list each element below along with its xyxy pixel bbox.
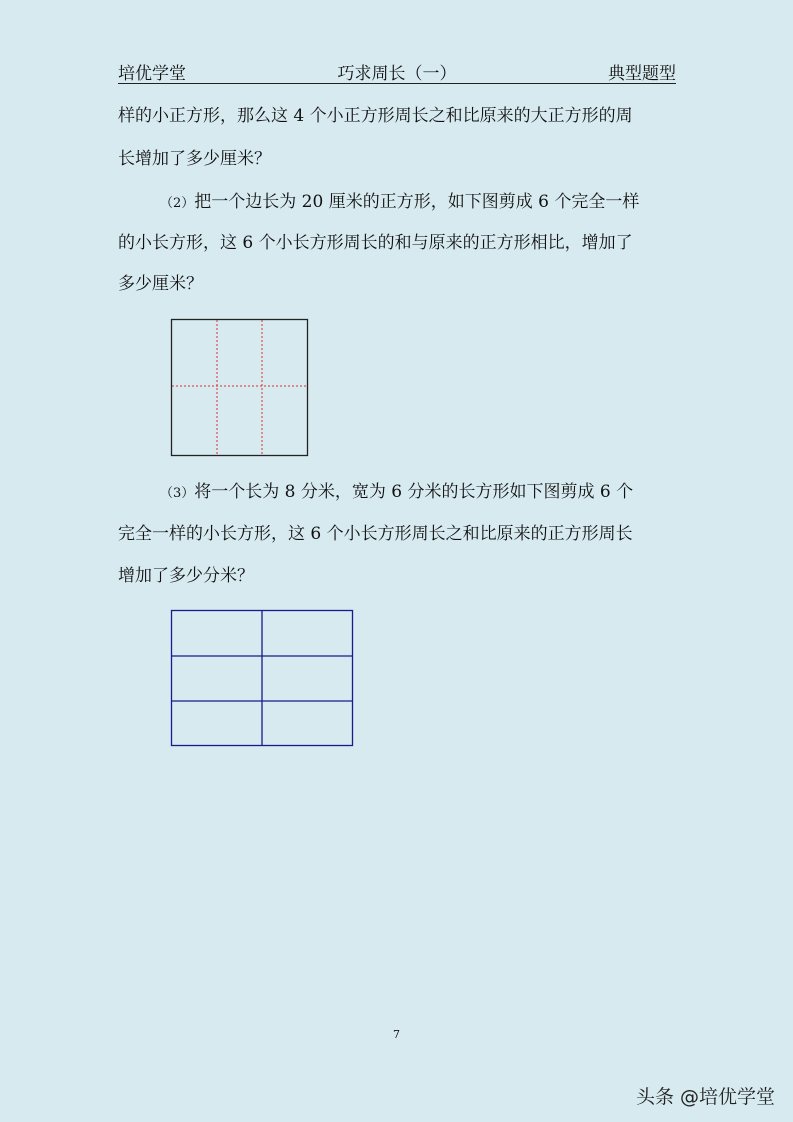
q3-line-1	[160, 480, 633, 506]
q2-number: （2）	[160, 196, 195, 211]
header-right: 典型题型	[608, 64, 676, 84]
q3-line-2: 完全一样的小长方形，这 6 个小长方形周长之和比原来的正方形周长	[118, 524, 633, 544]
q2-line-1	[160, 190, 639, 216]
header-left: 培优学堂	[118, 64, 186, 84]
q3-text-1: 将一个长为 8 分米，宽为 6 分米的长方形如下图剪成 6 个	[194, 482, 634, 502]
square-cut-figure	[170, 318, 310, 458]
page-number: 7	[393, 1028, 400, 1041]
watermark: 头条 @培优学堂	[635, 1086, 775, 1108]
q2-line-2: 的小长方形，这 6 个小长方形周长的和与原来的正方形相比，增加了	[118, 233, 633, 253]
q3-line-3: 增加了多少分米？	[118, 566, 254, 586]
q2-line-3: 多少厘米？	[118, 274, 203, 294]
q1-line-2: 长增加了多少厘米？	[118, 149, 271, 169]
q1-line-1: 样的小正方形，那么这 4 个小正方形周长之和比原来的大正方形的周	[118, 106, 633, 126]
q2-text-1: 把一个边长为 20 厘米的正方形，如下图剪成 6 个完全一样	[194, 192, 640, 212]
rectangle-grid-figure	[170, 609, 355, 749]
q3-number: （3）	[160, 486, 195, 501]
header-title: 巧求周长（一）	[337, 64, 457, 84]
page-header	[118, 55, 676, 84]
square-outline	[172, 320, 308, 456]
